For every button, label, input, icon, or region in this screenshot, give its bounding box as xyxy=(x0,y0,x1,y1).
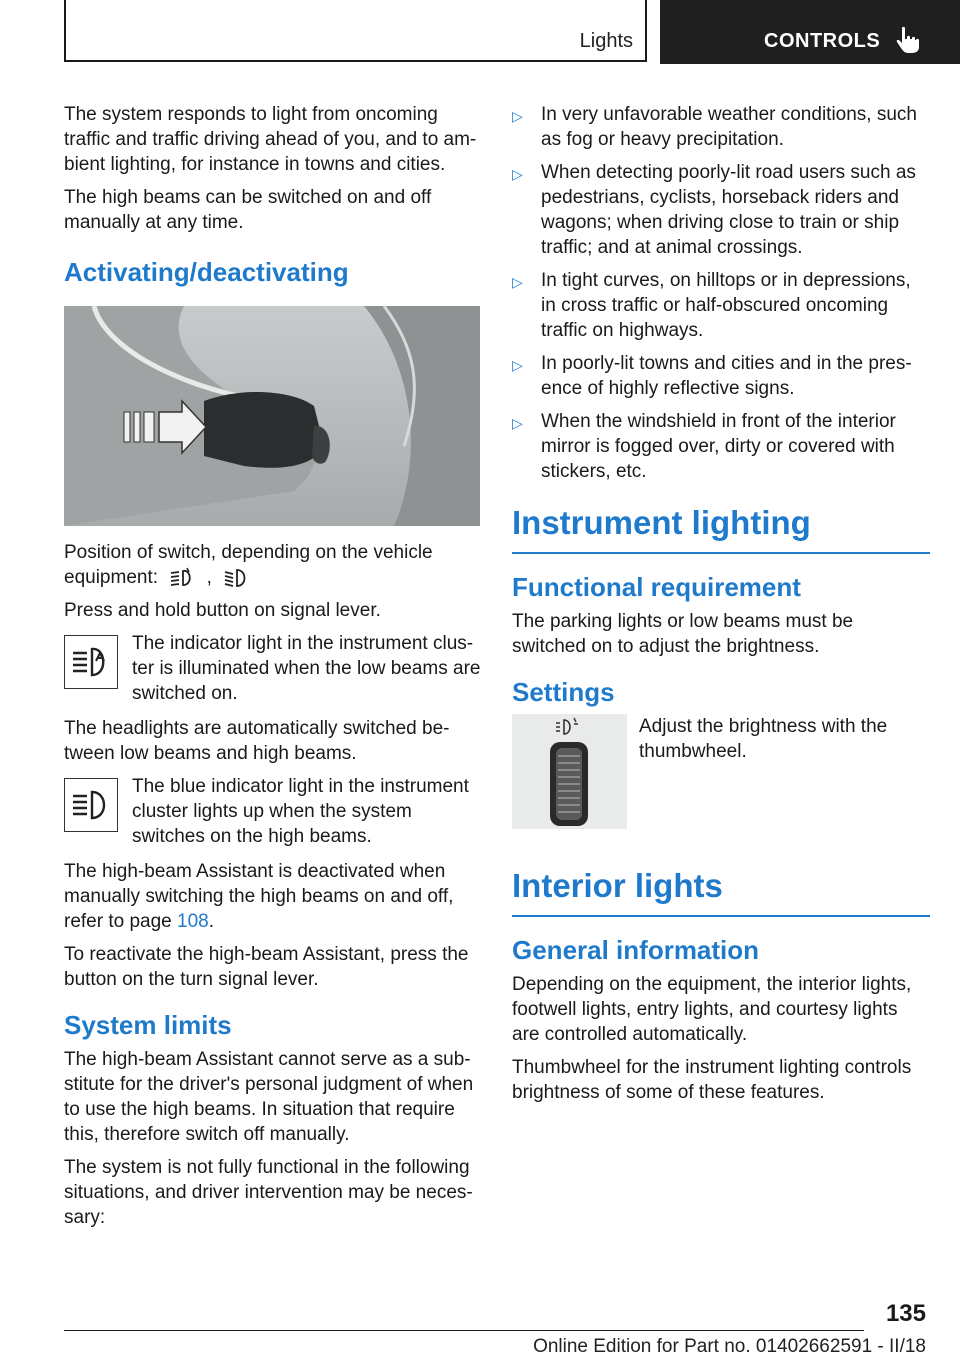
high-beam-assistant-indicator-icon xyxy=(64,635,118,689)
limits-paragraph-2: The system is not fully functional in the following situations, and driver intervention may be neces-sary: xyxy=(64,1157,473,1228)
header-section-box xyxy=(64,0,647,62)
deactivated-paragraph xyxy=(64,859,482,934)
deactivated-period: . xyxy=(208,911,215,932)
list-item: ▷ In poorly-lit towns and cities and in the pres-ence of highly reflective signs. xyxy=(512,353,912,399)
position-paragraph xyxy=(64,540,482,590)
heading-interior-lights: Interior lights xyxy=(512,867,930,917)
footer-divider xyxy=(64,1330,864,1331)
header-chapter-title: CONTROLS xyxy=(764,30,881,52)
right-column xyxy=(512,102,930,1113)
auto-paragraph: The headlights are automatically switched be-tween low beams and high beams. xyxy=(64,718,450,764)
turn-signal-lever-figure xyxy=(64,306,480,526)
thumbwheel-icon xyxy=(512,714,627,829)
position-text: Position of switch, depending on the vehicle equipment: xyxy=(64,542,433,588)
triangle-bullet-icon: ▷ xyxy=(512,274,523,290)
list-item: ▷ When the windshield in front of the interior mirror is fogged over, dirty or covered with stickers, etc. xyxy=(512,411,896,482)
list-item: ▷ In tight curves, on hilltops or in depressions, in cross traffic or half-obscured oncoming traffic on highways. xyxy=(512,270,911,341)
triangle-bullet-icon: ▷ xyxy=(512,166,523,182)
heading-activating: Activating/deactivating xyxy=(64,257,349,287)
functional-paragraph: The parking lights or low beams must be switched on to adjust the brightness. xyxy=(512,611,854,657)
press-paragraph: Press and hold button on signal lever. xyxy=(64,600,381,621)
page-number: 135 xyxy=(885,1300,926,1327)
footer-edition: Online Edition for Part no. 01402662591 - II/18 xyxy=(533,1336,926,1357)
triangle-bullet-icon: ▷ xyxy=(512,415,523,431)
general-paragraph-2: Thumbwheel for the instrument lighting controls brightness of some of these features. xyxy=(512,1057,912,1103)
limits-list xyxy=(512,102,930,484)
limits-paragraph-1: The high-beam Assistant cannot serve as a sub-stitute for the driver's personal judgment of when to use the high beams. In situation that require this, therefore switch off manually. xyxy=(64,1049,474,1145)
list-item: ▷ When detecting poorly-lit road users such as pedestrians, cyclists, horseback riders and wagons; when driving close to train or ship traffic; and at animal crossings. xyxy=(512,162,916,258)
triangle-bullet-icon: ▷ xyxy=(512,357,523,373)
high-beam-indicator-icon xyxy=(64,778,118,832)
general-paragraph-1: Depending on the equipment, the interior lights, footwell lights, entry lights, and courtesy lights are controlled automatically. xyxy=(512,974,912,1045)
indicator-row-1 xyxy=(64,631,482,706)
heading-functional-requirement: Functional requirement xyxy=(512,572,801,602)
high-beam-assistant-icon xyxy=(169,567,195,589)
lever-illustration xyxy=(64,306,480,526)
intro-paragraph-2: The high beams can be switched on and off manually at any time. xyxy=(64,187,432,233)
heading-system-limits: System limits xyxy=(64,1010,232,1040)
heading-general-information: General information xyxy=(512,935,760,965)
header-chapter-tab xyxy=(660,0,960,64)
header-section-title: Lights xyxy=(579,30,633,52)
heading-instrument-lighting: Instrument lighting xyxy=(512,504,930,554)
reactivate-paragraph: To reactivate the high-beam Assistant, press the button on the turn signal lever. xyxy=(64,944,469,990)
intro-paragraph-1: The system responds to light from oncoming traffic and traffic driving ahead of you, and to am-bient lighting, for instance in towns and cities. xyxy=(64,104,477,175)
indicator-text-1: The indicator light in the instrument clus-ter is illuminated when the low beams are switched on. xyxy=(132,633,481,704)
indicator-row-2 xyxy=(64,774,482,849)
list-item: ▷ In very unfavorable weather conditions, such as fog or heavy precipitation. xyxy=(512,104,917,150)
pointing-hand-icon xyxy=(896,26,922,54)
settings-text: Adjust the brightness with the thumbwheel. xyxy=(639,716,888,762)
indicator-text-2: The blue indicator light in the instrument cluster lights up when the system switches on the high beams. xyxy=(132,776,469,847)
page-link-108[interactable]: 108 xyxy=(177,911,209,932)
heading-settings: Settings xyxy=(512,677,615,707)
left-column xyxy=(64,102,482,1238)
deactivated-text: The high-beam Assistant is deactivated when manually switching the high beams on and off, refer to page xyxy=(64,861,454,932)
thumbwheel-figure xyxy=(512,714,627,829)
position-separator: , xyxy=(206,567,212,588)
low-beam-icon xyxy=(223,567,249,589)
triangle-bullet-icon: ▷ xyxy=(512,108,523,124)
settings-row xyxy=(512,714,930,829)
